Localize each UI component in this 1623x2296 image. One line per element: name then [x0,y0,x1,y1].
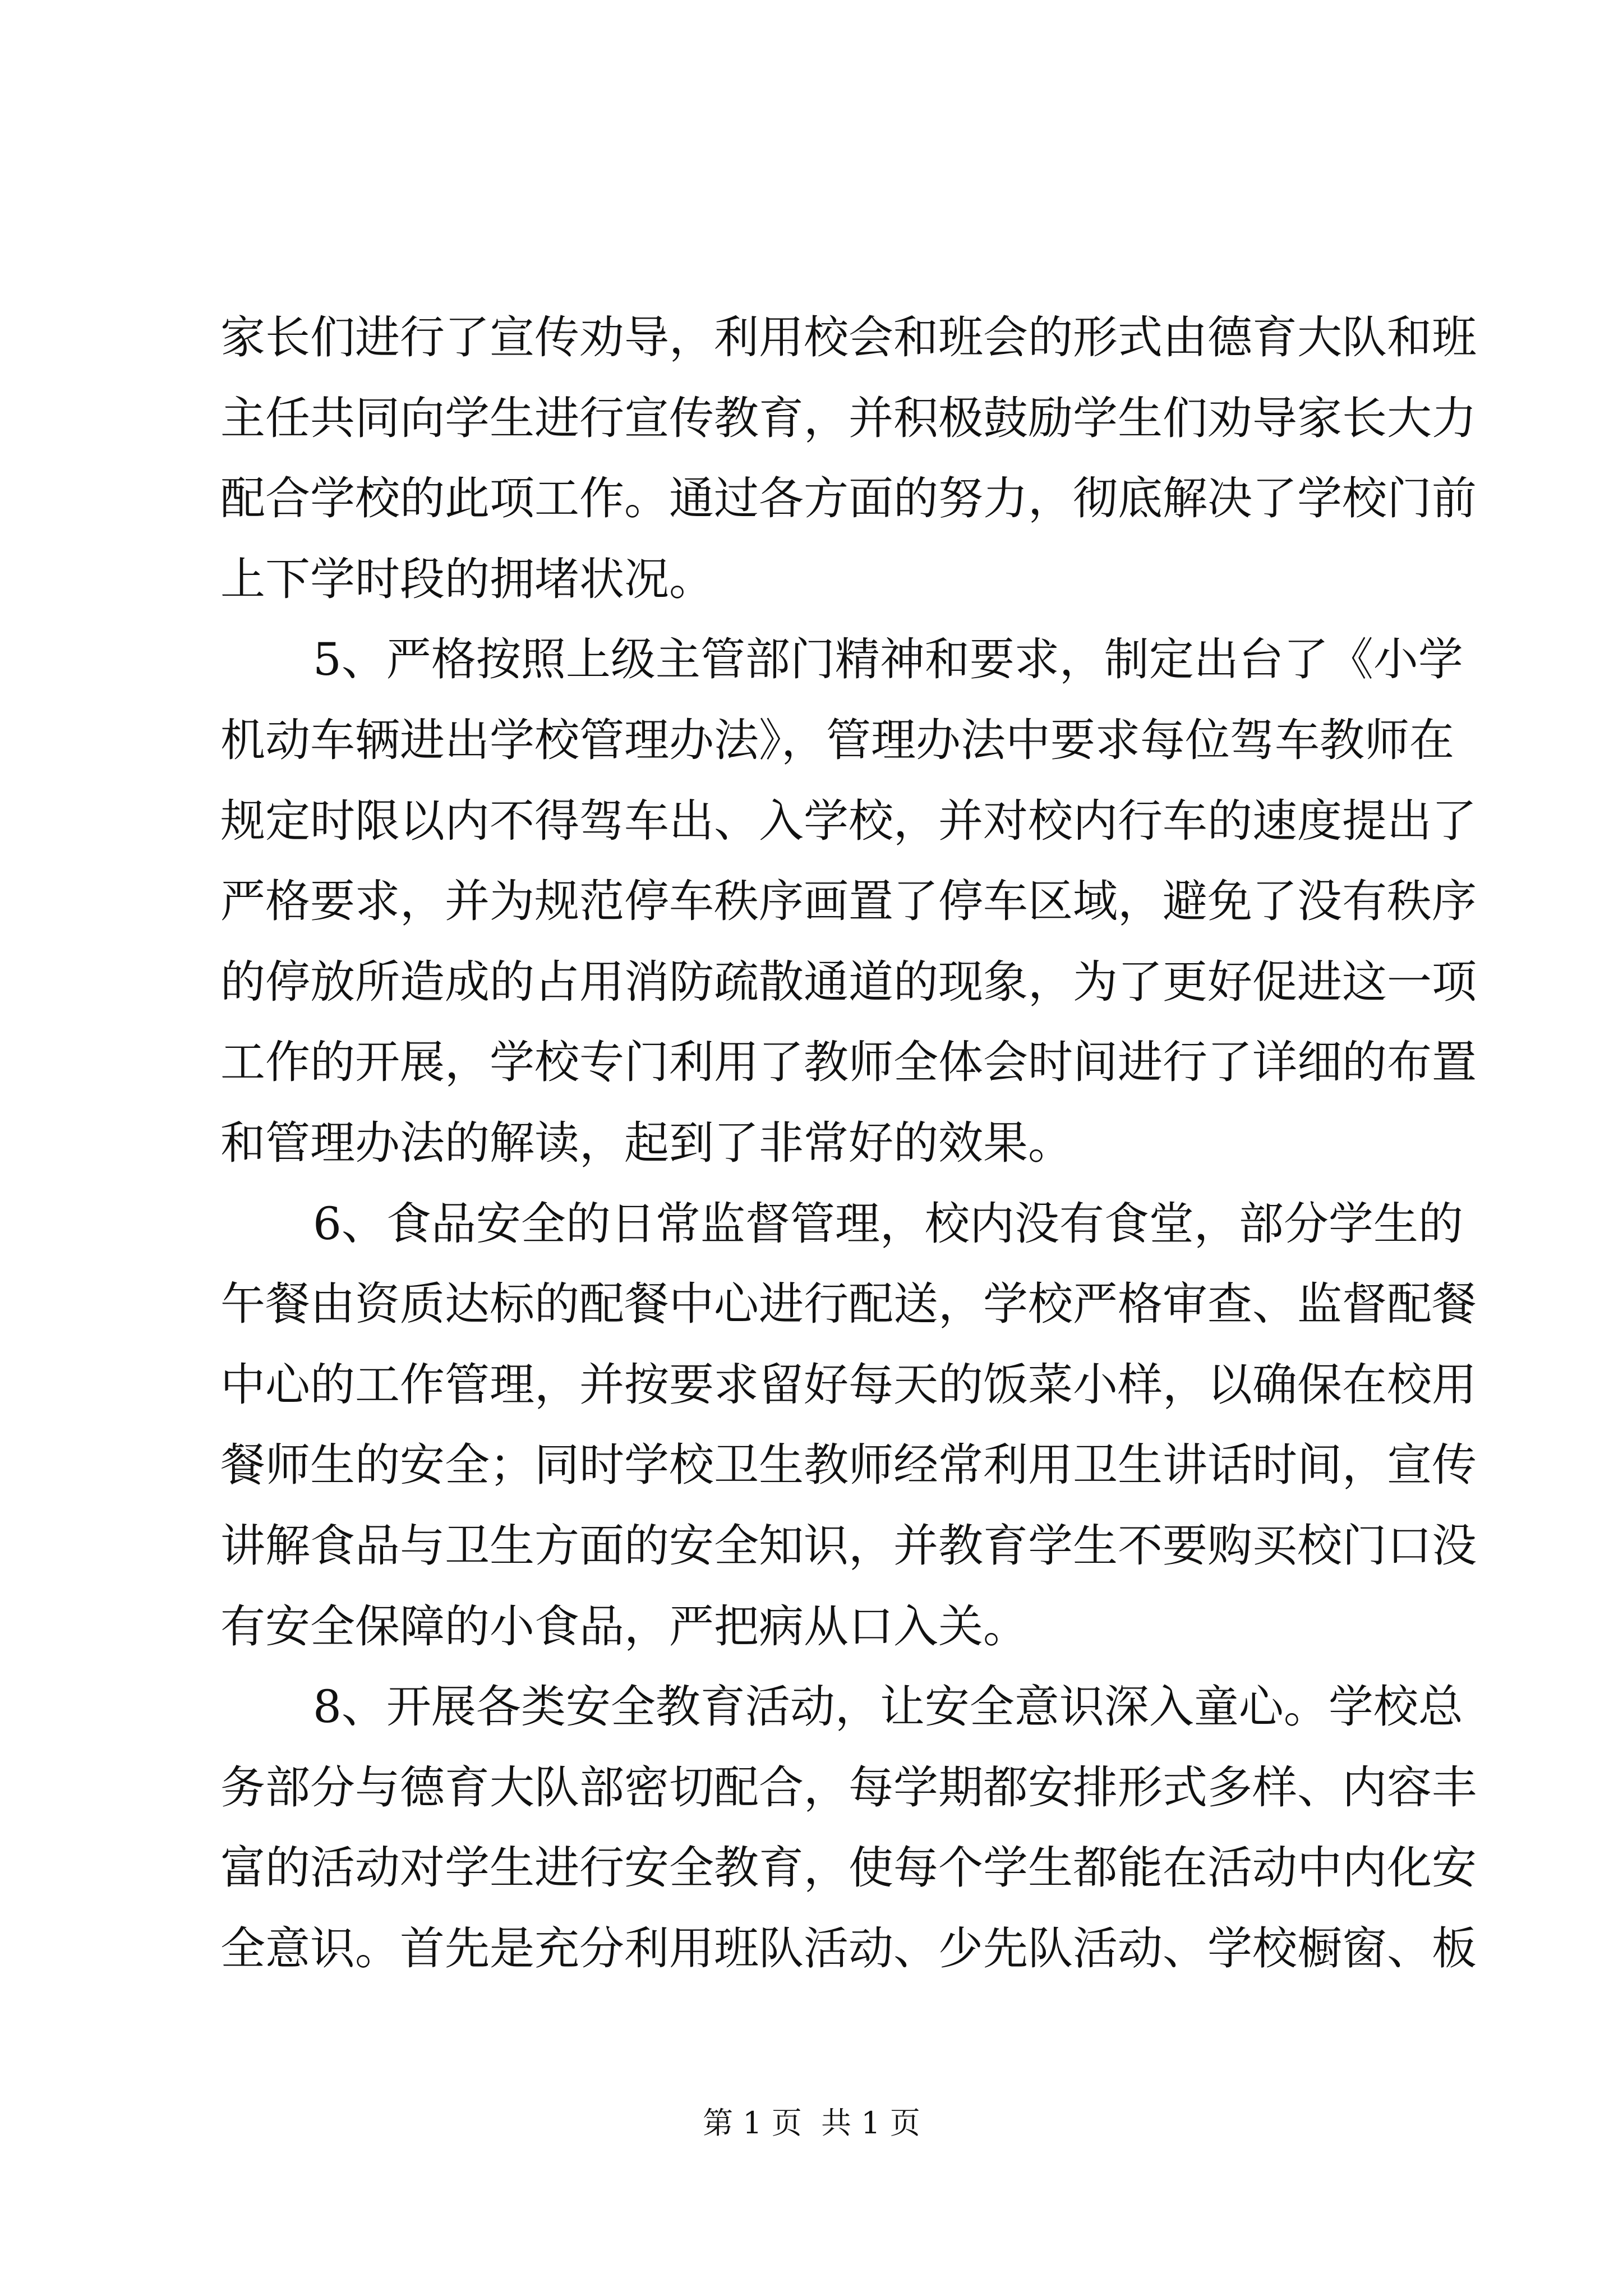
paragraph-1 [220,297,1477,619]
text-line: 6、食品安全的日常监督管理，校内没有食堂，部分学生的 [313,1197,1463,1250]
text-line: 的停放所造成的占用消防疏散通道的现象，为了更好促进这一项 [220,955,1477,1008]
text-line: 有安全保障的小食品，严把病从口入关。 [220,1600,1028,1653]
text-line: 主任共同向学生进行宣传教育，并积极鼓励学生们劝导家长大力 [220,392,1477,444]
text-line: 富的活动对学生进行安全教育，使每个学生都能在活动中内化安 [220,1842,1477,1894]
text-line: 工作的开展，学校专门利用了教师全体会时间进行了详细的布置 [220,1036,1477,1089]
text-line: 规定时限以内不得驾车出、入学校，并对校内行车的速度提出了 [220,794,1477,847]
text-line: 午餐由资质达标的配餐中心进行配送，学校严格审查、监督配餐 [220,1278,1477,1331]
text-line: 务部分与德育大队部密切配合，每学期都安排形式多样、内容丰 [220,1761,1477,1814]
text-line: 严格要求，并为规范停车秩序画置了停车区域，避免了没有秩序 [220,875,1477,928]
text-line: 全意识。首先是充分利用班队活动、少先队活动、学校橱窗、板 [220,1922,1477,1975]
paragraph-3 [220,1184,1477,1667]
body-text [220,297,1477,1989]
text-line: 机动车辆进出学校管理办法》，管理办法中要求每位驾车教师在 [220,714,1454,766]
text-line: 餐师生的安全；同时学校卫生教师经常利用卫生讲话时间，宣传 [220,1439,1477,1492]
page-number-label: 第 1 页 共 1 页 [703,2105,920,2141]
page-footer [0,2104,1623,2143]
text-line: 家长们进行了宣传劝导，利用校会和班会的形式由德育大队和班 [220,311,1477,364]
text-line: 8、开展各类安全教育活动，让安全意识深入童心。学校总 [313,1681,1463,1733]
text-line: 5、严格按照上级主管部门精神和要求，制定出台了《小学 [313,633,1463,686]
paragraph-4 [220,1667,1477,1989]
text-line: 中心的工作管理，并按要求留好每天的饭菜小样，以确保在校用 [220,1358,1477,1411]
text-line: 讲解食品与卫生方面的安全知识，并教育学生不要购买校门口没 [220,1519,1477,1572]
paragraph-2 [220,619,1477,1183]
text-line: 和管理办法的解读，起到了非常好的效果。 [220,1116,1073,1169]
text-line: 上下学时段的拥堵状况。 [220,553,714,605]
text-line: 配合学校的此项工作。通过各方面的努力，彻底解决了学校门前 [220,472,1477,525]
